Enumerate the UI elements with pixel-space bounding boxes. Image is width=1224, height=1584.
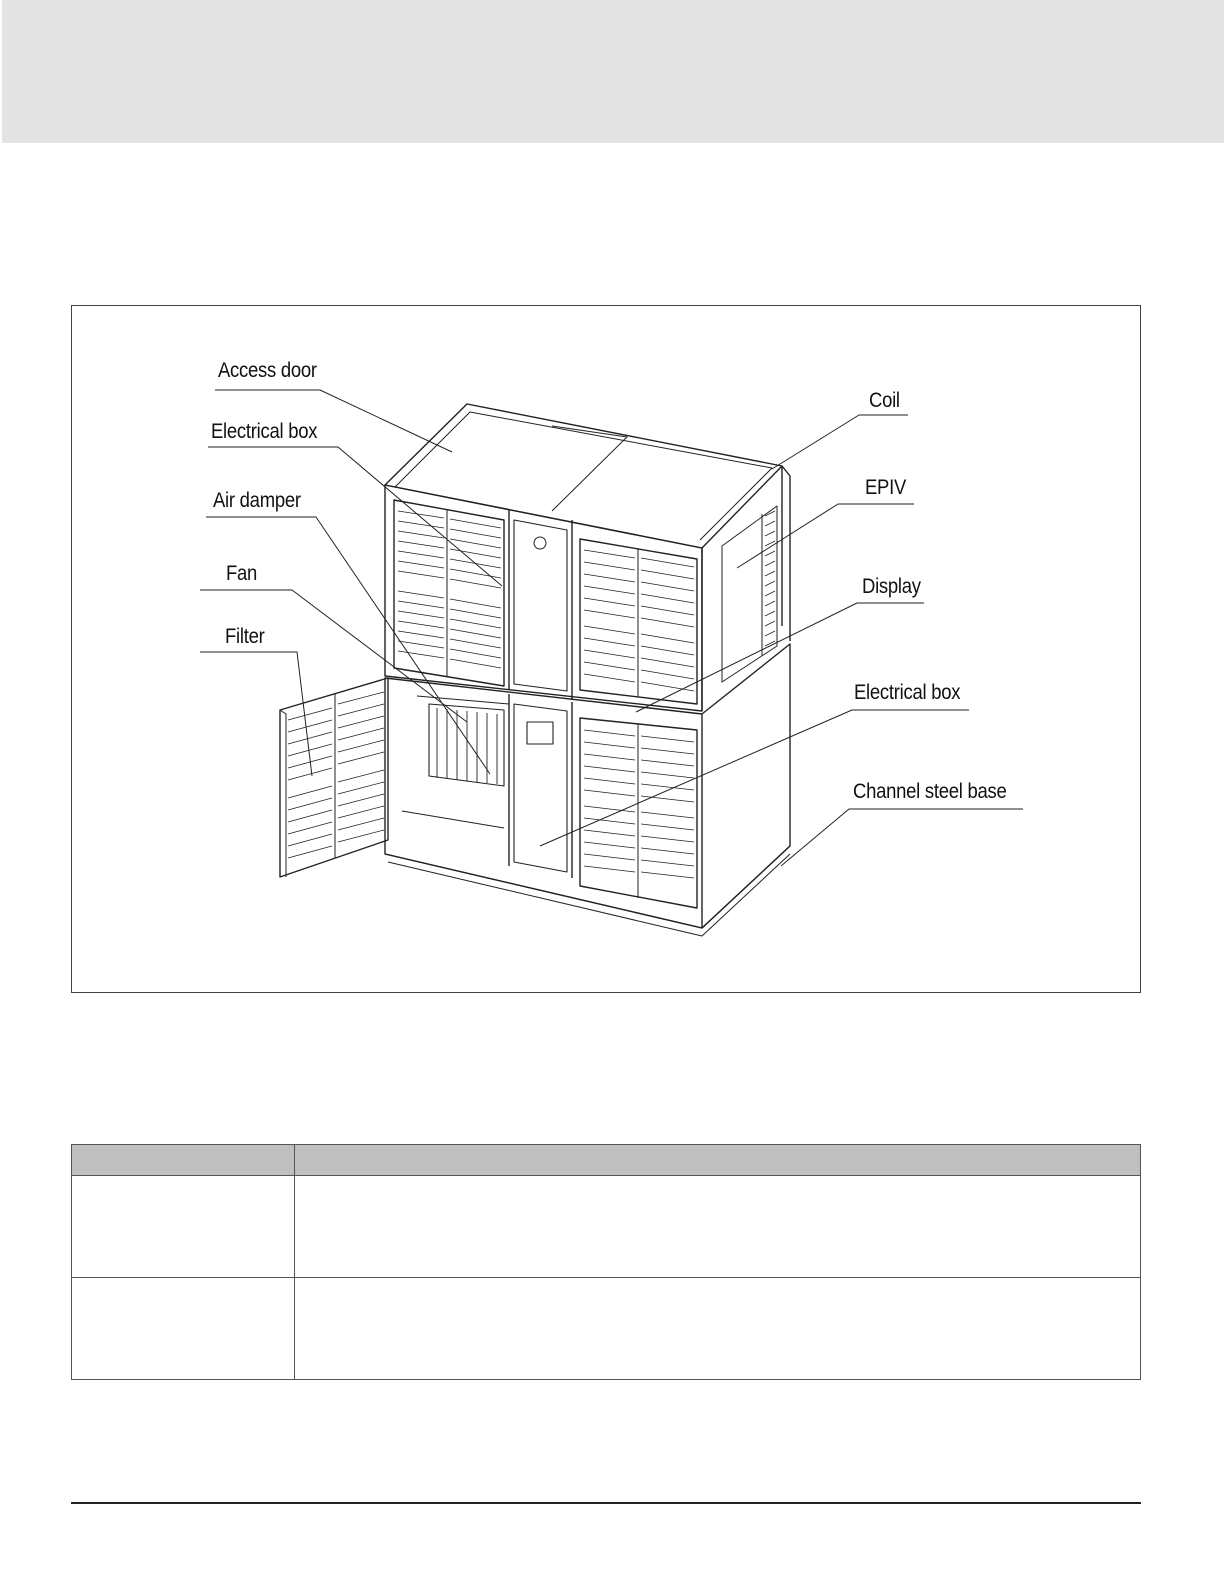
unit-diagram-figure [71,305,1141,993]
callout-display: Display [862,575,921,598]
unit-line-drawing [72,306,1142,994]
callout-channel-steel-base: Channel steel base [853,780,1007,803]
callout-epiv: EPIV [865,476,907,499]
page-header-band [2,0,1224,143]
callout-access-door: Access door [218,359,317,382]
callout-coil: Coil [869,389,900,412]
callout-fan: Fan [226,562,258,585]
spec-table-header-cell [72,1145,295,1176]
table-cell [72,1278,295,1380]
callout-air-damper: Air damper [213,489,301,512]
callout-electrical-box-top: Electrical box [211,420,318,443]
spec-table [71,1144,1141,1380]
spec-table-header-row [72,1145,1141,1176]
table-cell [295,1176,1141,1278]
table-cell [72,1176,295,1278]
table-row [72,1278,1141,1380]
table-cell [295,1278,1141,1380]
spec-table-header-cell [295,1145,1141,1176]
callout-electrical-box-bottom: Electrical box [854,681,961,704]
footer-divider [71,1502,1141,1504]
callout-filter: Filter [225,625,265,648]
table-row [72,1176,1141,1278]
